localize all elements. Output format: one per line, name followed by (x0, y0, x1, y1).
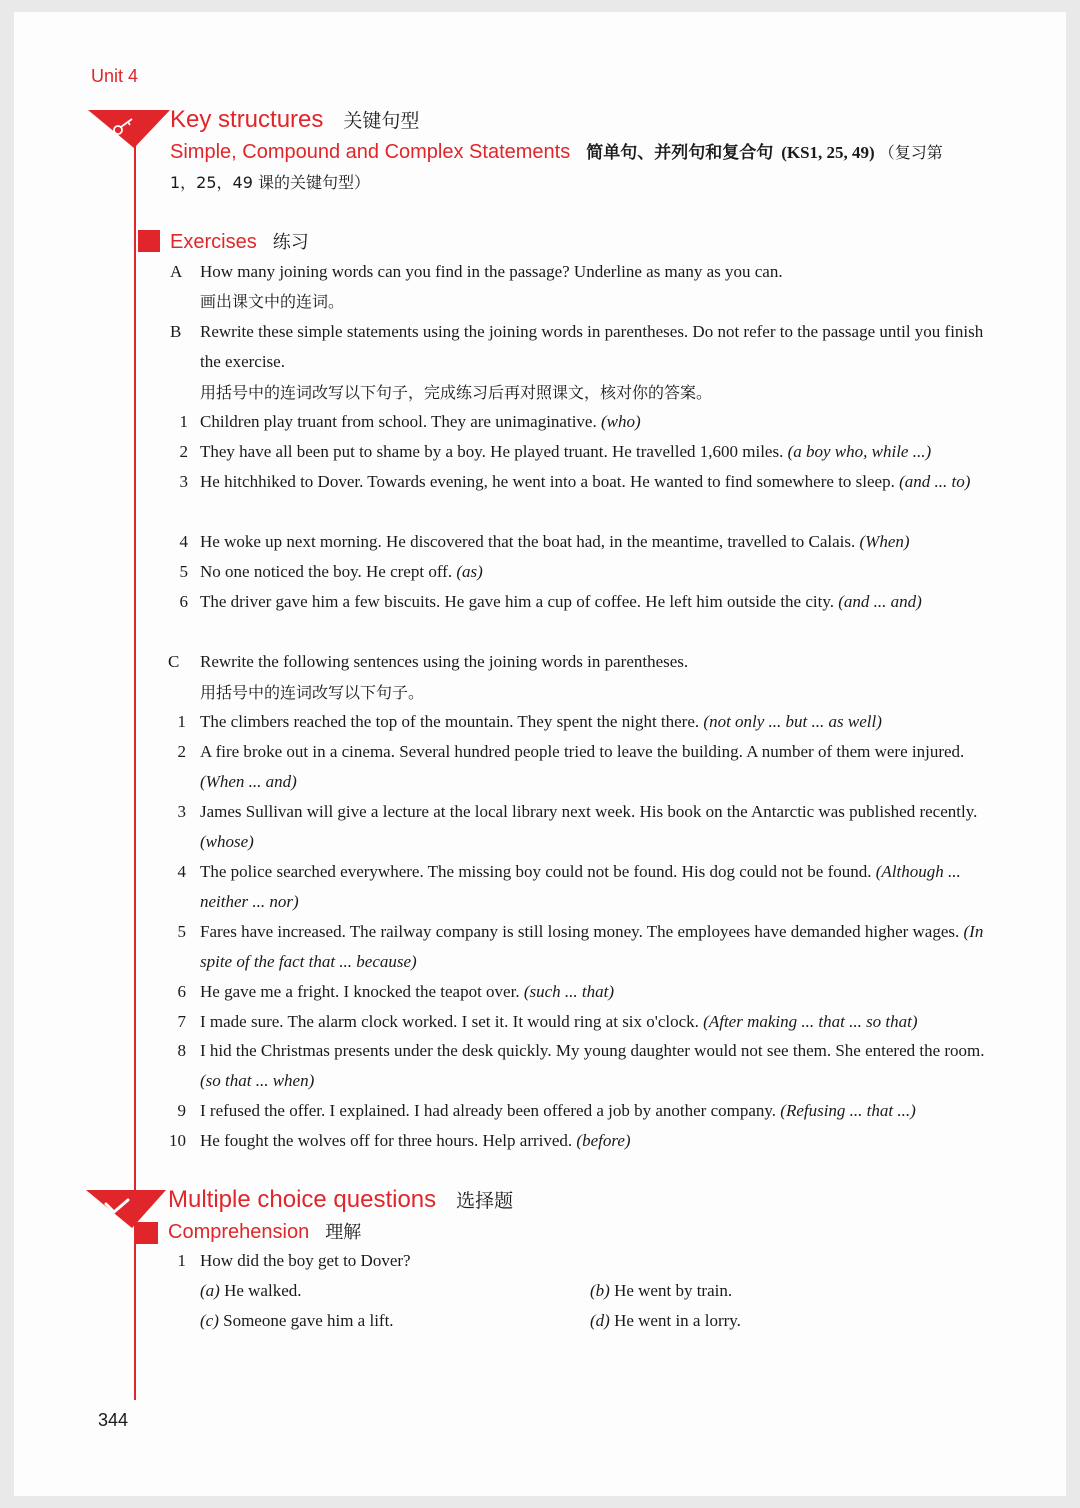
b-item: No one noticed the boy. He crept off. (as) (200, 562, 483, 581)
c-item: He gave me a fright. I knocked the teapot over. (such ... that) (200, 982, 615, 1001)
c-item: He fought the wolves off for three hours. Help arrived. (before) (200, 1131, 631, 1150)
key-structures-title: Key structures (170, 106, 324, 133)
comprehension-marker (136, 1222, 158, 1244)
b-item: Children play truant from school. They are unimaginative. (who) (200, 412, 641, 431)
key-icon (88, 110, 170, 150)
c-item-number: 10 (169, 1131, 186, 1150)
exercise-a-zh: 画出课文中的连词。 (200, 292, 345, 311)
mcq-title-zh: 选择题 (456, 1190, 514, 1212)
c-item-number: 8 (177, 1041, 186, 1060)
question-number: 1 (177, 1251, 186, 1270)
c-item-number: 4 (177, 862, 186, 881)
c-item-number: 1 (177, 712, 186, 731)
b-item-number: 1 (179, 412, 188, 431)
option-d[interactable]: (d) He went in a lorry. (590, 1311, 741, 1330)
option-a[interactable]: (a) He walked. (200, 1281, 302, 1300)
exercises-title: Exercises (170, 231, 257, 253)
b-item-number: 3 (179, 472, 188, 491)
key-structures-subtitle-row (170, 138, 943, 164)
exercise-a-letter: A (170, 262, 183, 281)
c-item: I made sure. The alarm clock worked. I set it. It would ring at six o'clock. (After making ... that ... so that) (200, 1012, 918, 1031)
key-structures-heading (170, 106, 419, 134)
comprehension-heading (168, 1218, 361, 1244)
option-b[interactable]: (b) He went by train. (590, 1281, 733, 1300)
c-item-number: 7 (177, 1012, 186, 1031)
exercises-title-zh: 练习 (272, 232, 309, 253)
c-item-number: 3 (177, 802, 186, 821)
b-item-number: 5 (179, 562, 188, 581)
c-item-number: 5 (177, 922, 186, 941)
exercise-c-letter: C (168, 652, 180, 671)
key-structures-title-zh: 关键句型 (343, 110, 420, 132)
b-item: He hitchhiked to Dover. Towards evening, he went into a boat. He wanted to find somewhere to sleep. (and ... to) (200, 472, 971, 491)
key-structures-ref: (KS1, 25, 49) (781, 143, 875, 162)
key-structures-ref-zh-a: （复习第 (878, 143, 943, 162)
unit-label: Unit 4 (91, 66, 139, 86)
exercise-a-text: How many joining words can you find in the passage? Underline as many as you can. (200, 262, 783, 281)
c-item: I refused the offer. I explained. I had already been offered a job by another company. (Refusing ... that ...) (200, 1101, 916, 1120)
exercise-c-text: Rewrite the following sentences using the joining words in parentheses. (200, 652, 689, 671)
page-number: 344 (98, 1410, 129, 1430)
mcq-title: Multiple choice questions (168, 1186, 437, 1213)
comprehension-title: Comprehension (168, 1221, 310, 1243)
exercise-b-text: Rewrite these simple statements using the joining words in parentheses. Do not refer to the passage until you finish the exercise. (200, 322, 984, 371)
key-structures-subtitle: Simple, Compound and Complex Statements (170, 141, 571, 163)
c-item: The climbers reached the top of the mountain. They spent the night there. (not only ... but ... as well) (200, 712, 882, 731)
option-c[interactable]: (c) Someone gave him a lift. (200, 1311, 394, 1330)
exercise-b-zh: 用括号中的连词改写以下句子，完成练习后再对照课文，核对你的答案。 (200, 383, 713, 402)
key-structures-ref-zh-b: 1，25，49 课的关键句型） (170, 173, 370, 192)
b-item: He woke up next morning. He discovered that the boat had, in the meantime, travelled to Calais. (When) (200, 532, 910, 551)
comprehension-title-zh: 理解 (325, 1222, 362, 1243)
b-item-number: 4 (179, 532, 188, 551)
b-item: The driver gave him a few biscuits. He gave him a cup of coffee. He left him outside the city. (and ... and) (200, 592, 922, 611)
key-structures-subtitle-zh: 简单句、并列句和复合句 (586, 143, 774, 163)
c-item: The police searched everywhere. The missing boy could not be found. His dog could not be found. (Although ... neither ... nor) (200, 862, 961, 911)
c-item: Fares have increased. The railway company is still losing money. The employees have demanded higher wages. (In spite of the fact that ... because) (200, 922, 984, 971)
b-item: They have all been put to shame by a boy. He played truant. He travelled 1,600 miles. (a boy who, while ...) (200, 442, 932, 461)
c-item-number: 2 (177, 742, 186, 761)
c-item-number: 9 (177, 1101, 186, 1120)
exercises-heading (170, 228, 309, 254)
c-item: I hid the Christmas presents under the desk quickly. My young daughter would not see them. She entered the room. (so that ... when) (200, 1041, 985, 1090)
b-item-number: 2 (179, 442, 188, 461)
c-item-number: 6 (177, 982, 186, 1001)
c-item: A fire broke out in a cinema. Several hundred people tried to leave the building. A number of them were injured. (When ... and) (200, 742, 965, 791)
c-item: James Sullivan will give a lecture at the local library next week. His book on the Antarctic was published recently. (whose) (200, 802, 978, 851)
mcq-heading (168, 1186, 513, 1214)
question-text: How did the boy get to Dover? (200, 1251, 411, 1270)
b-item-number: 6 (179, 592, 188, 611)
exercises-marker (138, 230, 160, 252)
exercise-b-letter: B (170, 322, 182, 341)
exercise-c-zh: 用括号中的连词改写以下句子。 (200, 683, 425, 702)
